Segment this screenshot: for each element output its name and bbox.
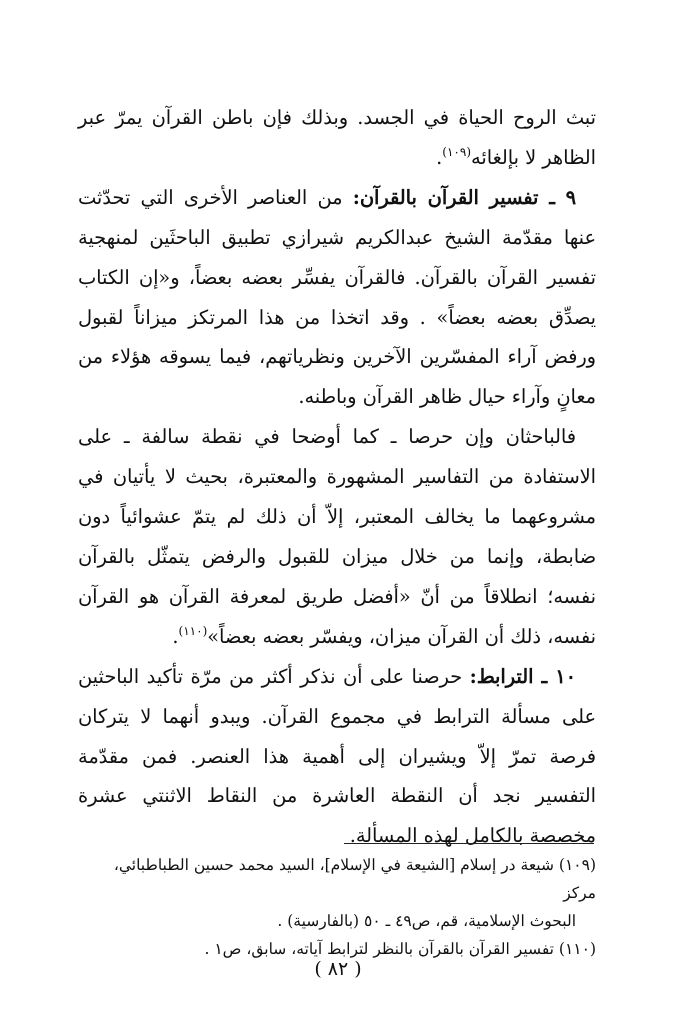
footnote-109-line-1: (١٠٩) شيعة در إسلام [الشيعة في الإسلام]، السيد محمد حسين الطباطبائي، مركز xyxy=(113,856,596,902)
paragraph-2 xyxy=(78,178,596,417)
paragraph-1 xyxy=(78,98,596,178)
paragraph-2-text: من العناصر الأخرى التي تحدّثت عنها مقدّمة الشيخ عبدالكريم شيرازي تطبيق الباحثَين لمنهجية تفسير القرآن بالقرآن. فالقرآن يفسِّر بعضه بعضاً، و«إن الكتاب يصدِّق بعضه بعضاً» . وقد اتخذا من هذا المرتكز ميزاناً لقبول ورفض آراء المفسّرين الآخرين ونظرياتهم، فيما يسوقه هؤلاء من معانٍ وآراء حيال ظاهر القرآن وباطنه. xyxy=(78,185,596,409)
footnote-ref-109: (١٠٩) xyxy=(442,144,472,159)
paragraph-3 xyxy=(78,417,596,656)
paragraph-1-text: تبث الروح الحياة في الجسد. وبذلك فإن باطن القرآن يمرّ عبر الظاهر لا بإلغائه xyxy=(78,106,596,169)
paragraph-4-text: حرصنا على أن نذكر أكثر من مرّة تأكيد الباحثين على مسألة الترابط في مجموع القرآن. ويبدو أنهما لا يتركان فرصة تمرّ إلاّ ويشيران إلى أهمية هذا العنصر. فمن مقدّمة التفسير نجد أن النقطة العاشرة من النقاط الاثنتي عشرة مخصصة بالكامل لهذه المسألة. xyxy=(78,664,596,848)
footnote-ref-110: (١١٠) xyxy=(178,623,208,638)
paragraph-3-text: فالباحثان وإن حرصا ـ كما أوضحا في نقطة سالفة ـ على الاستفادة من التفاسير المشهورة والمعتبرة، بحيث لا يأتيان في مشروعهما ما يخالف المعتبر، إلاّ أن ذلك لم يتمّ عشوائياً دون ضابطة، وإنما من خلال ميزان للقبول والرفض يتمثّل بالقرآن نفسه؛ انطلاقاً من أنّ «أفضل طريق لمعرفة القرآن هو القرآن نفسه، ذلك أن القرآن ميزان، ويفسّر بعضه بعضاً» xyxy=(78,425,596,648)
page-number: ( ٨٢ ) xyxy=(314,958,362,980)
main-text xyxy=(78,98,596,856)
section-9-heading: ٩ ـ تفسير القرآن بالقرآن: xyxy=(352,185,577,209)
paragraph-4 xyxy=(78,657,596,857)
section-10-heading: ١٠ ـ الترابط: xyxy=(469,664,577,688)
paragraph-3-end: . xyxy=(172,624,179,648)
paragraph-1-end: . xyxy=(436,145,443,169)
footnote-110: (١١٠) تفسير القرآن بالقرآن بالنظر لترابط آياته، سابق، ص١ . xyxy=(204,940,596,958)
footnote-separator xyxy=(344,843,594,844)
footnote-109-line-2: البحوث الإسلامية، قم، ص٤٩ ـ ٥٠ (بالفارسية) . xyxy=(277,912,576,930)
footnotes xyxy=(78,851,596,963)
